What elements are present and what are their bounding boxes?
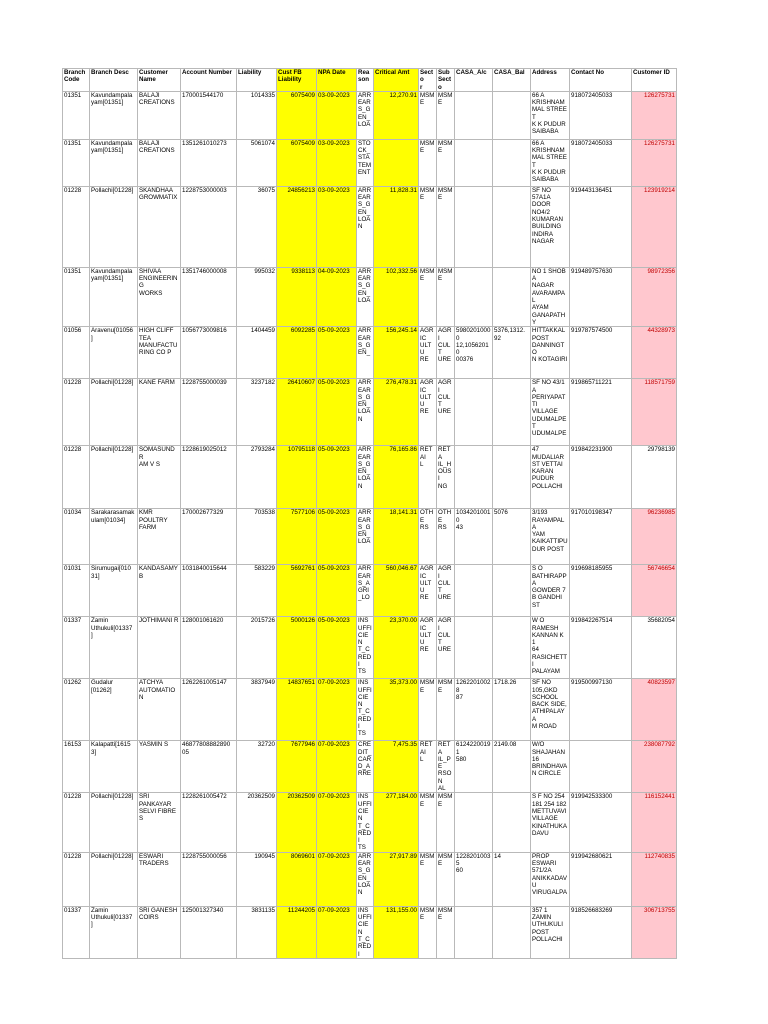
branch-desc-cell: Kalapatti[1615 3] <box>90 741 138 793</box>
customer-id-cell: 35682054 <box>632 617 677 679</box>
table-row <box>63 852 677 906</box>
branch-code-cell: 01337 <box>63 906 90 958</box>
critical-amt-cell: 27,917.89 <box>374 852 419 906</box>
reason-cell: ARR EAR S_G EN_ LOA N <box>357 852 374 906</box>
account-number-cell: 170002677329 <box>181 509 237 565</box>
casa-ac-cell <box>455 139 493 186</box>
reason-cell: ARR EAR S_G EN_ LOA N <box>357 446 374 509</box>
sub-sector-cell: MSM E <box>437 793 455 852</box>
liability-cell: 20362509 <box>237 793 277 852</box>
npa-date-cell: 03-09-2023 <box>317 139 357 186</box>
cust-fb-cell: 10795118 <box>277 446 317 509</box>
cust-fb-cell: 5692761 <box>277 565 317 617</box>
customer-id-cell: 126275731 <box>632 91 677 139</box>
npa-date-cell: 03-09-2023 <box>317 186 357 267</box>
customer-id-cell: 98972356 <box>632 267 677 326</box>
casa-ac-cell: 61242200191 580 <box>455 741 493 793</box>
liability-cell: 3837949 <box>237 679 277 741</box>
sub-sector-cell: MSM E <box>437 679 455 741</box>
account-number-cell: 1351261010273 <box>181 139 237 186</box>
account-number-cell: 1351746000008 <box>181 267 237 326</box>
reason-cell: INS UFFI CIEN T_C REDI TS <box>358 793 372 852</box>
table-body <box>63 91 677 958</box>
column-header: Branch Code <box>63 69 90 92</box>
casa-bal-cell <box>493 139 531 186</box>
casa-bal-cell <box>493 793 531 852</box>
casa-bal-cell: 1718.26 <box>493 679 531 741</box>
casa-bal-cell <box>493 565 531 617</box>
npa-date-cell: 05-09-2023 <box>317 379 357 446</box>
table-row <box>63 679 677 741</box>
customer-name-cell: BALAJI CREATIONS <box>138 139 181 186</box>
contact-cell: 919842231900 <box>570 446 632 509</box>
contact-cell: 919443136451 <box>570 186 632 267</box>
column-header: NPA Date <box>317 69 357 92</box>
address-cell: W O RAMESH KANNAN K 1 64 RASICHETTI PALAYAM <box>531 617 570 679</box>
sector-cell: AGRIC ULTU RE <box>419 327 437 379</box>
customer-name-cell: SRI GANESH COIRS <box>138 906 181 958</box>
column-header: Sub Secto <box>437 69 455 92</box>
account-number-cell: 1228755000039 <box>181 379 237 446</box>
customer-id-cell: 238087792 <box>632 741 677 793</box>
address-cell: NO 1 SHOBA NAGAR AVARAMPAL AYAM GANAPATHY <box>531 267 570 326</box>
account-number-cell: 128001061620 <box>181 617 237 679</box>
sub-sector-cell: AGRI CULT URE <box>437 327 455 379</box>
liability-cell: 1404459 <box>237 327 277 379</box>
critical-amt-cell <box>374 139 419 186</box>
critical-amt-cell: 12,270.91 <box>374 91 419 139</box>
reason-cell: ARR EAR S_G EN_ LOA <box>357 267 374 326</box>
branch-code-cell: 01228 <box>63 852 90 906</box>
npa-date-cell: 05-09-2023 <box>317 446 357 509</box>
branch-desc-cell: Kavundampala yam[01351] <box>90 267 138 326</box>
branch-desc-cell: Aravenu[01056 ] <box>90 327 138 379</box>
sector-cell: OTHE RS <box>419 509 437 565</box>
sector-cell: RETAI L <box>419 446 437 509</box>
account-number-cell: 1228619025012 <box>181 446 237 509</box>
contact-cell: 918526683269 <box>570 906 632 958</box>
liability-cell: 703538 <box>237 509 277 565</box>
sub-sector-cell: RETA IL_H OUSI NG <box>437 446 455 509</box>
sub-sector-cell: AGRI CULT URE <box>437 379 455 446</box>
column-header: Cust FB Liability <box>277 69 317 92</box>
branch-desc-cell: Pollachi[01228] <box>90 186 138 267</box>
customer-name-cell: ESWARI TRADERS <box>138 852 181 906</box>
critical-amt-cell: 11,828.31 <box>374 186 419 267</box>
account-number-cell: 1262261005147 <box>181 679 237 741</box>
casa-ac-cell: 12282010035 60 <box>455 852 493 906</box>
sub-sector-cell: AGRI CULT URE <box>437 565 455 617</box>
branch-desc-cell: Pollachi[01228] <box>90 793 138 852</box>
customer-id-cell: 123919214 <box>632 186 677 267</box>
account-number-cell: 1056773009816 <box>181 327 237 379</box>
customer-id-cell: 96236985 <box>632 509 677 565</box>
cust-fb-cell: 7577106 <box>277 509 317 565</box>
contact-cell: 918072405033 <box>570 91 632 139</box>
table-row <box>63 565 677 617</box>
sub-sector-cell: MSM E <box>437 91 455 139</box>
customer-name-cell: KANE FARM <box>138 379 181 446</box>
branch-desc-cell: Kavundampala yam[01351] <box>90 139 138 186</box>
liability-cell: 190945 <box>237 852 277 906</box>
casa-bal-cell <box>493 186 531 267</box>
branch-desc-cell: Sarakarasamak ulam[01034] <box>90 509 138 565</box>
cust-fb-cell: 24856213 <box>277 186 317 267</box>
casa-bal-cell <box>493 617 531 679</box>
address-cell: S F NO 254 181 254 182 METTUVAVI VILLAGE KINATHUKA DAVU <box>531 793 570 852</box>
customer-id-cell: 306713755 <box>632 906 677 958</box>
branch-desc-cell: Kavundampala yam[01351] <box>90 91 138 139</box>
sub-sector-cell: MSM E <box>437 186 455 267</box>
cust-fb-cell: 6075409 <box>277 91 317 139</box>
table-row <box>63 617 677 679</box>
casa-ac-cell: 59802010000 12,10562010 00376 <box>455 327 493 379</box>
branch-code-cell: 01351 <box>63 267 90 326</box>
contact-cell <box>570 741 632 793</box>
customer-id-cell: 116152441 <box>632 793 677 852</box>
critical-amt-cell: 76,165.86 <box>374 446 419 509</box>
customer-id-cell: 112740835 <box>632 852 677 906</box>
branch-code-cell: 16153 <box>63 741 90 793</box>
casa-bal-cell <box>493 906 531 958</box>
npa-date-cell: 07-09-2023 <box>317 852 357 906</box>
casa-ac-cell <box>455 186 493 267</box>
branch-desc-cell: Pollachi[01228] <box>90 446 138 509</box>
account-number-cell: 46877808882890 05 <box>181 741 237 793</box>
cust-fb-cell: 11244205 <box>277 906 317 958</box>
npa-report-table <box>62 68 677 959</box>
cust-fb-cell: 8069601 <box>277 852 317 906</box>
critical-amt-cell: 18,141.31 <box>374 509 419 565</box>
customer-id-cell: 40823597 <box>632 679 677 741</box>
branch-desc-cell: Zamin Uthukuli[01337 ] <box>90 906 138 958</box>
branch-code-cell: 01351 <box>63 91 90 139</box>
cust-fb-cell: 6075409 <box>277 139 317 186</box>
branch-code-cell: 01228 <box>63 379 90 446</box>
column-header: CASA_Bal <box>493 69 531 92</box>
column-header: Address <box>531 69 570 92</box>
branch-code-cell: 01228 <box>63 446 90 509</box>
npa-date-cell: 07-09-2023 <box>317 793 357 852</box>
casa-bal-cell: 14 <box>493 852 531 906</box>
account-number-cell: 1228755000056 <box>181 852 237 906</box>
column-header: CASA_A/c <box>455 69 493 92</box>
contact-cell: 919942533300 <box>570 793 632 852</box>
table-row <box>63 906 677 958</box>
reason-cell: ARR EAR S_G EN_ LOA <box>357 509 374 565</box>
column-header: Customer ID <box>632 69 677 92</box>
sub-sector-cell: AGRI CULT URE <box>437 617 455 679</box>
sub-sector-cell: MSM E <box>437 267 455 326</box>
address-cell: 357 1 ZAMIN UTHUKULI POST POLLACHI <box>531 906 570 958</box>
contact-cell: 919842267514 <box>570 617 632 679</box>
column-header: Account Number <box>181 69 237 92</box>
casa-ac-cell <box>455 91 493 139</box>
contact-cell: 919698185955 <box>570 565 632 617</box>
liability-cell: 1014335 <box>237 91 277 139</box>
casa-ac-cell <box>455 267 493 326</box>
critical-amt-cell: 276,478.31 <box>374 379 419 446</box>
table-row <box>63 379 677 446</box>
cust-fb-cell: 6092285 <box>277 327 317 379</box>
table-row <box>63 509 677 565</box>
customer-id-cell: 126275731 <box>632 139 677 186</box>
address-cell: 66 A KRISHNAM MAL STREET K K PUDUR SAIBABA <box>531 91 570 139</box>
branch-code-cell: 01351 <box>63 139 90 186</box>
casa-bal-cell <box>493 267 531 326</box>
sector-cell: MSM E <box>419 186 437 267</box>
contact-cell: 919865711221 <box>570 379 632 446</box>
customer-name-cell: SOMASUNDR AM V S <box>138 446 181 509</box>
customer-id-cell: 56746654 <box>632 565 677 617</box>
reason-cell: ARR EAR S_G EN_ <box>357 327 374 379</box>
npa-date-cell: 07-09-2023 <box>317 906 357 958</box>
sector-cell: MSM E <box>419 91 437 139</box>
contact-cell: 919500997130 <box>570 679 632 741</box>
liability-cell: 2015726 <box>237 617 277 679</box>
branch-code-cell: 01337 <box>63 617 90 679</box>
critical-amt-cell: 102,332.56 <box>374 267 419 326</box>
liability-cell: 5061074 <box>237 139 277 186</box>
address-cell: SF NO 105,GKD SCHOOL BACK SIDE, ATHIPALAYA M ROAD <box>531 679 570 741</box>
sub-sector-cell: MSM E <box>437 906 455 958</box>
liability-cell: 2793284 <box>237 446 277 509</box>
casa-bal-cell <box>493 446 531 509</box>
npa-date-cell: 07-09-2023 <box>317 741 357 793</box>
column-header: Contact No <box>570 69 632 92</box>
account-number-cell: 170001544170 <box>181 91 237 139</box>
casa-ac-cell <box>455 379 493 446</box>
account-number-cell: 1031840015644 <box>181 565 237 617</box>
table-row <box>63 267 677 326</box>
casa-ac-cell <box>455 565 493 617</box>
npa-date-cell: 05-09-2023 <box>317 327 357 379</box>
contact-cell: 919489757630 <box>570 267 632 326</box>
sector-cell: MSM E <box>419 679 437 741</box>
contact-cell: 919787574500 <box>570 327 632 379</box>
sector-cell: MSM E <box>419 267 437 326</box>
npa-date-cell: 04-09-2023 <box>317 267 357 326</box>
customer-id-cell: 118571759 <box>632 379 677 446</box>
casa-bal-cell: 5076 <box>493 509 531 565</box>
critical-amt-cell: 560,046.67 <box>374 565 419 617</box>
cust-fb-cell: 26410607 <box>277 379 317 446</box>
critical-amt-cell: 7,475.35 <box>374 741 419 793</box>
critical-amt-cell: 277,184.00 <box>374 793 419 852</box>
address-cell: PROP ESWARI 571/2A ANIKKADAV U VIRUGALPA <box>531 852 570 906</box>
reason-cell: ARR EAR S_G EN_ LOA <box>357 91 374 139</box>
sector-cell: RETAI L <box>419 741 437 793</box>
table-row <box>63 139 677 186</box>
branch-code-cell: 01034 <box>63 509 90 565</box>
npa-date-cell: 05-09-2023 <box>317 617 357 679</box>
branch-desc-cell: Pollachi[01228] <box>90 379 138 446</box>
npa-date-cell: 05-09-2023 <box>317 509 357 565</box>
cust-fb-cell: 20362509 <box>277 793 317 852</box>
sub-sector-cell: MSM E <box>437 139 455 186</box>
sub-sector-cell: OTHE RS <box>437 509 455 565</box>
customer-name-cell: SKANDHAA GROWMATIX <box>138 186 181 267</box>
contact-cell: 917010198347 <box>570 509 632 565</box>
account-number-cell: 1228753000003 <box>181 186 237 267</box>
column-header: Secto r <box>419 69 437 92</box>
branch-desc-cell: Pollachi[01228] <box>90 852 138 906</box>
critical-amt-cell: 131,155.00 <box>374 906 419 958</box>
npa-date-cell: 03-09-2023 <box>317 91 357 139</box>
liability-cell: 36075 <box>237 186 277 267</box>
critical-amt-cell: 35,373.00 <box>374 679 419 741</box>
address-cell: SF NO 57A1A DOOR NO4/2 KUMARAN BUILDING INDIRA NAGAR <box>531 186 570 267</box>
branch-code-cell: 01031 <box>63 565 90 617</box>
customer-name-cell: BALAJI CREATIONS <box>138 91 181 139</box>
column-header: Critical Amt <box>374 69 419 92</box>
branch-code-cell: 01262 <box>63 679 90 741</box>
branch-desc-cell: Zamin Uthukuli[01337 ] <box>90 617 138 679</box>
customer-id-cell: 44328973 <box>632 327 677 379</box>
npa-date-cell: 05-09-2023 <box>317 565 357 617</box>
sector-cell: MSM E <box>419 906 437 958</box>
reason-cell: STO CK_ STA TEM ENT <box>357 139 374 186</box>
liability-cell: 3831135 <box>237 906 277 958</box>
reason-cell: INS UFFI CIEN T_C REDI TS <box>357 679 374 741</box>
branch-code-cell: 01056 <box>63 327 90 379</box>
liability-cell: 583229 <box>237 565 277 617</box>
table-row <box>63 446 677 509</box>
customer-name-cell: HIGH CLIFF TEA MANUFACTU RING CO P <box>138 327 181 379</box>
casa-ac-cell <box>455 793 493 852</box>
column-header: Liability <box>237 69 277 92</box>
column-header: Customer Name <box>138 69 181 92</box>
sector-cell: AGRIC ULTU RE <box>419 379 437 446</box>
cust-fb-cell: 9338113 <box>277 267 317 326</box>
address-cell: S O BATHIRAPPA GOWDER 7 B GANDHI ST <box>531 565 570 617</box>
cust-fb-cell: 7677946 <box>277 741 317 793</box>
account-number-cell: 1228261005472 <box>181 793 237 852</box>
table-row <box>63 793 677 852</box>
table-row <box>63 91 677 139</box>
sub-sector-cell: RETA IL_PE RSON AL <box>437 741 455 793</box>
customer-name-cell: SHIVAA ENGINEERING WORKS <box>138 267 181 326</box>
casa-ac-cell: 12622010028 87 <box>455 679 493 741</box>
address-cell: 66 A KRISHNAM MAL STREET K K PUDUR SAIBABA <box>531 139 570 186</box>
casa-ac-cell <box>455 906 493 958</box>
table-row <box>63 186 677 267</box>
address-cell: 47 MUDALIAR ST VETTAI KARAN PUDUR POLLACHI <box>531 446 570 509</box>
reason-cell: INS UFFI CIEN T_C REDI <box>358 906 372 958</box>
contact-cell: 918072405033 <box>570 139 632 186</box>
address-cell: W/O SHAJAHAN 16 BRINDHAVA N CIRCLE <box>531 741 570 793</box>
table-row <box>63 327 677 379</box>
casa-ac-cell: 10342010010 43 <box>455 509 493 565</box>
branch-code-cell: 01228 <box>63 793 90 852</box>
address-cell: HITTAKKAL POST DANNINGTO N KOTAGIRI <box>531 327 570 379</box>
table-row <box>63 741 677 793</box>
casa-ac-cell <box>455 617 493 679</box>
customer-name-cell: KMR POULTRY FARM <box>138 509 181 565</box>
customer-id-cell: 29798139 <box>632 446 677 509</box>
column-header: Rea son <box>357 69 374 92</box>
reason-cell: CRE DIT_ CAR D_A RRE <box>357 741 374 793</box>
branch-desc-cell: Gudalur [01262] <box>90 679 138 741</box>
sector-cell: MSM E <box>419 139 437 186</box>
casa-bal-cell <box>493 379 531 446</box>
liability-cell: 32720 <box>237 741 277 793</box>
contact-cell: 919942680621 <box>570 852 632 906</box>
customer-name-cell: YASMIN S <box>138 741 181 793</box>
customer-name-cell: JOTHIMANI R <box>138 617 181 679</box>
sector-cell: MSM E <box>419 852 437 906</box>
address-cell: SF NO 43/1A PERIYAPATTI VILLAGE UDUMALPE T UDUMALPE <box>531 379 570 446</box>
casa-bal-cell: 5376,1312. 92 <box>493 327 531 379</box>
sub-sector-cell: MSM E <box>437 852 455 906</box>
reason-cell: ARR EAR S_A GRI _LO <box>357 565 374 617</box>
branch-code-cell: 01228 <box>63 186 90 267</box>
account-number-cell: 125001327340 <box>181 906 237 958</box>
critical-amt-cell: 23,370.00 <box>374 617 419 679</box>
casa-bal-cell: 2149.08 <box>493 741 531 793</box>
column-header: Branch Desc <box>90 69 138 92</box>
liability-cell: 995032 <box>237 267 277 326</box>
header-row <box>63 69 677 92</box>
sector-cell: MSM E <box>419 793 437 852</box>
sector-cell: AGRIC ULTU RE <box>419 565 437 617</box>
customer-name-cell: ATCHYA AUTOMATIO N <box>138 679 181 741</box>
address-cell: 3/193 RAYAMPALA YAM KAIKATTIPU DUR POST <box>531 509 570 565</box>
npa-date-cell: 07-09-2023 <box>317 679 357 741</box>
customer-name-cell: KANDASAMY B <box>138 565 181 617</box>
critical-amt-cell: 156,245.14 <box>374 327 419 379</box>
branch-desc-cell: Sirumugai[010 31] <box>90 565 138 617</box>
sector-cell: AGRIC ULTU RE <box>419 617 437 679</box>
reason-cell: INS UFFI CIEN T_C REDI TS <box>357 617 374 679</box>
cust-fb-cell: 5000126 <box>277 617 317 679</box>
casa-ac-cell <box>455 446 493 509</box>
casa-bal-cell <box>493 91 531 139</box>
liability-cell: 3237182 <box>237 379 277 446</box>
reason-cell: ARR EAR S_G EN_ LOA N <box>357 186 374 267</box>
cust-fb-cell: 14837651 <box>277 679 317 741</box>
customer-name-cell: SRI PANKAYAR SELVI FIBRES <box>138 793 181 852</box>
reason-cell: ARR EAR S_G EN_ LOA N <box>357 379 374 446</box>
